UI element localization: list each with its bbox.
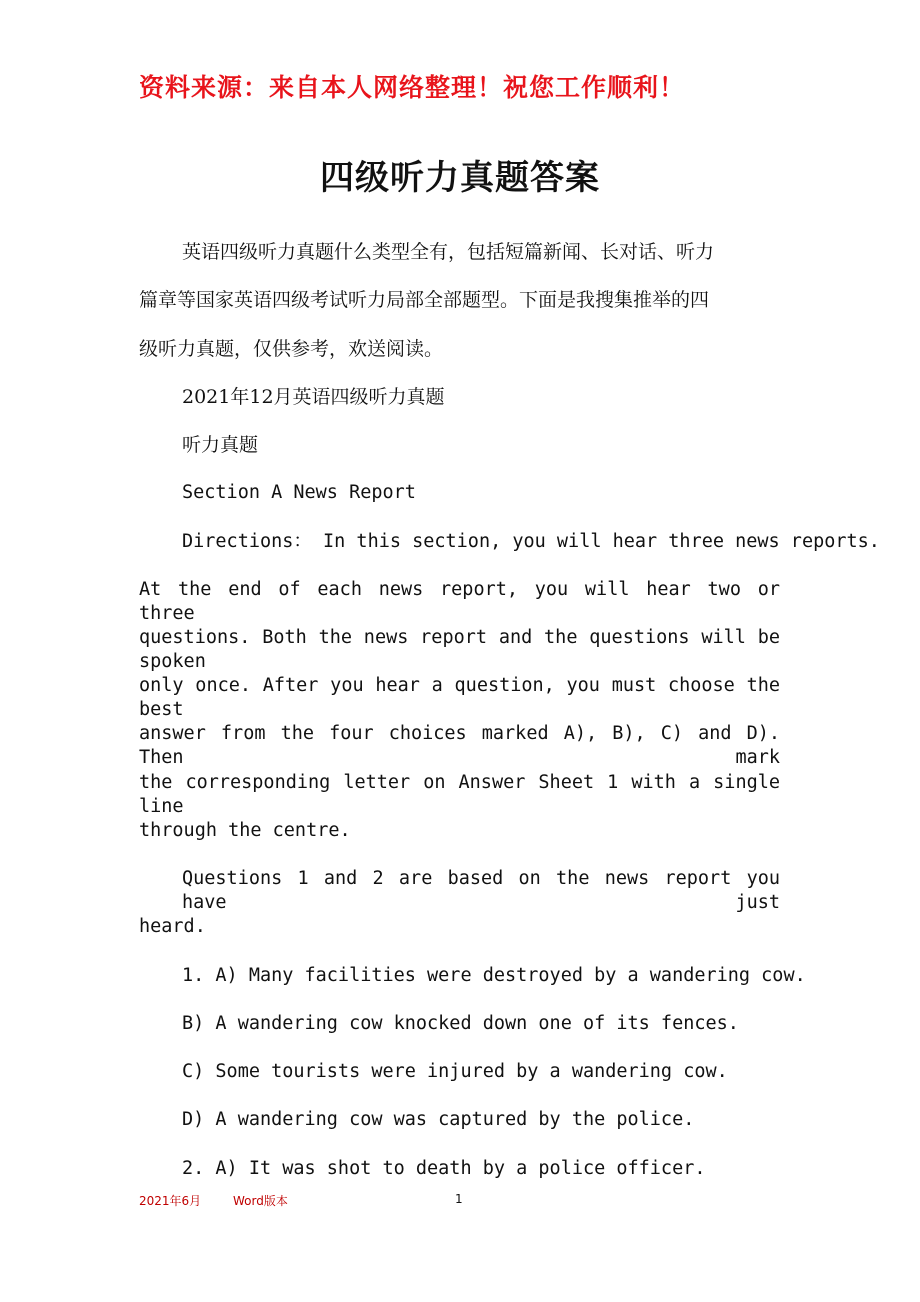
q1-option-a: 1. A) Many facilities were destroyed by a wandering cow. <box>182 965 806 986</box>
source-banner: 资料来源：来自本人网络整理！祝您工作顺利！ <box>139 73 686 102</box>
q1-option-b: B) A wandering cow knocked down one of its fences. <box>182 1013 739 1034</box>
directions-line-4: only once. After you hear a question, you must choose the best <box>139 675 780 720</box>
footer-page-number: 1 <box>455 1192 463 1206</box>
directions-line-2: At the end of each news report, you will hear two or three <box>139 579 780 624</box>
intro-line-1: 英语四级听力真题什么类型全有，包括短篇新闻、长对话、听力 <box>182 241 715 263</box>
question-intro-line-2: heard. <box>139 916 206 937</box>
page-title: 四级听力真题答案 <box>320 158 600 198</box>
footer-date: 2021年6月 <box>139 1194 202 1208</box>
directions-line-3: questions. Both the news report and the questions will be spoken <box>139 627 780 672</box>
q1-option-c: C) Some tourists were injured by a wandering cow. <box>182 1061 728 1082</box>
directions-line-1: Directions： In this section, you will hear three news reports. <box>182 531 880 552</box>
section-title: Section A News Report <box>182 482 416 503</box>
directions-line-7: through the centre. <box>139 820 351 841</box>
intro-line-3: 级听力真题，仅供参考，欢送阅读。 <box>139 338 444 360</box>
q2-option-a: 2. A) It was shot to death by a police officer. <box>182 1158 706 1179</box>
directions-line-5: answer from the four choices marked A), B), C) and D). Then mark <box>139 723 780 768</box>
q1-option-d: D) A wandering cow was captured by the police. <box>182 1109 695 1130</box>
directions-line-6: the corresponding letter on Answer Sheet 1 with a single line <box>139 772 780 817</box>
footer-version: Word版本 <box>233 1194 288 1208</box>
subheading-year: 2021年12月英语四级听力真题 <box>182 386 445 408</box>
question-intro-line-1: Questions 1 and 2 are based on the news report you have just <box>182 868 780 913</box>
intro-line-2: 篇章等国家英语四级考试听力局部全部题型。下面是我搜集推举的四 <box>139 289 710 311</box>
subheading-listen: 听力真题 <box>182 434 259 456</box>
